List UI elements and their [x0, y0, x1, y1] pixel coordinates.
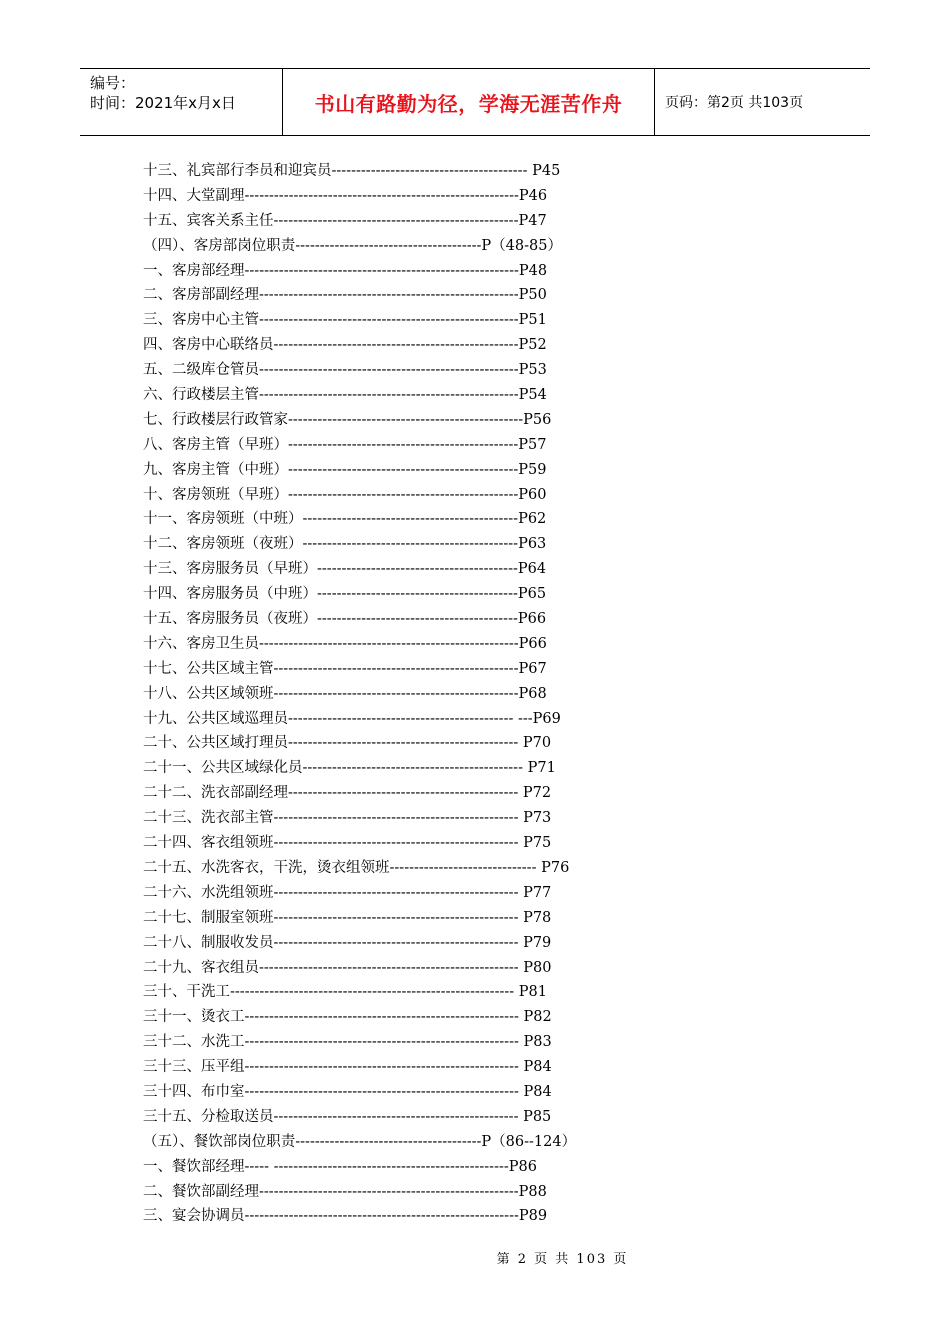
toc-entry: 七、行政楼层行政管家------------------------------------------------P56	[143, 411, 552, 428]
header-meta	[80, 69, 282, 135]
table-of-contents	[143, 159, 623, 1229]
toc-entry: 六、行政楼层主管-----------------------------------------------------P54	[143, 387, 547, 404]
toc-entry: 十七、公共区域主管--------------------------------------------------P67	[143, 660, 547, 677]
toc-entry: 十五、客房服务员（夜班）-----------------------------------------P66	[143, 611, 547, 628]
toc-entry: 三十五、分检取送员-------------------------------------------------- P85	[143, 1108, 552, 1125]
toc-entry: 二十七、制服室领班-------------------------------------------------- P78	[143, 909, 552, 926]
toc-entry: （四）、客房部岗位职责--------------------------------------P（48-85）	[143, 237, 562, 254]
footer-page-number: 第 2 页 共 103 页	[496, 1252, 629, 1267]
toc-entry: 十四、客房服务员（中班）-----------------------------------------P65	[143, 586, 547, 603]
toc-entry: 三、客房中心主管-----------------------------------------------------P51	[143, 312, 547, 329]
toc-entry: 三十、干洗工---------------------------------------------------------- P81	[143, 984, 547, 1001]
document-number-label: 编号：	[90, 74, 136, 92]
header-page-info: 页码：第2页 共103页	[665, 95, 804, 111]
header-motto: 书山有路勤为径，学海无涯苦作舟	[314, 91, 623, 116]
toc-entry: 二十四、客衣组领班-------------------------------------------------- P75	[143, 835, 552, 852]
document-time-label: 时间：2021年x月x日	[90, 94, 236, 112]
toc-entry: 三十三、压平组-------------------------------------------------------- P84	[143, 1059, 552, 1076]
toc-entry: 十一、客房领班（中班）--------------------------------------------P62	[143, 511, 547, 528]
toc-entry: （五）、餐饮部岗位职责--------------------------------------P（86--124）	[143, 1133, 577, 1150]
toc-entry: 四、客房中心联络员--------------------------------------------------P52	[143, 337, 547, 354]
toc-entry: 九、客房主管（中班）-----------------------------------------------P59	[143, 461, 547, 478]
page-footer	[0, 1248, 950, 1267]
toc-entry: 十二、客房领班（夜班）--------------------------------------------P63	[143, 536, 547, 553]
toc-entry: 八、客房主管（早班）-----------------------------------------------P57	[143, 436, 547, 453]
toc-entry: 二十六、水洗组领班-------------------------------------------------- P77	[143, 884, 552, 901]
toc-entry: 五、二级库仓管员-----------------------------------------------------P53	[143, 362, 547, 379]
toc-entry: 一、餐饮部经理----- ------------------------------------------------P86	[143, 1158, 537, 1175]
toc-entry: 十三、客房服务员（早班）-----------------------------------------P64	[143, 561, 547, 578]
toc-entry: 二十、公共区域打理员----------------------------------------------- P70	[143, 735, 552, 752]
toc-entry: 十四、大堂副理--------------------------------------------------------P46	[143, 187, 548, 204]
toc-entry: 二十九、客衣组员----------------------------------------------------- P80	[143, 959, 552, 976]
toc-entry: 十八、公共区域领班--------------------------------------------------P68	[143, 685, 547, 702]
toc-entry: 二十三、洗衣部主管-------------------------------------------------- P73	[143, 810, 552, 827]
toc-entry: 三十一、烫衣工-------------------------------------------------------- P82	[143, 1009, 552, 1026]
toc-entry: 二、客房部副经理-----------------------------------------------------P50	[143, 287, 547, 304]
toc-entry: 二十五、水洗客衣，干洗，烫衣组领班------------------------------ P76	[143, 859, 570, 876]
toc-entry: 十六、客房卫生员-----------------------------------------------------P66	[143, 635, 547, 652]
toc-entry: 十三、礼宾部行李员和迎宾员---------------------------------------- P45	[143, 163, 561, 179]
toc-entry: 二十二、洗衣部副经理----------------------------------------------- P72	[143, 785, 552, 802]
toc-entry: 三十四、布巾室-------------------------------------------------------- P84	[143, 1083, 552, 1100]
toc-entry: 二、餐饮部副经理-----------------------------------------------------P88	[143, 1183, 547, 1200]
toc-entry: 一、客房部经理--------------------------------------------------------P48	[143, 262, 548, 279]
toc-entry: 二十一、公共区域绿化员--------------------------------------------- P71	[143, 760, 556, 777]
header-motto-cell	[282, 69, 655, 135]
toc-entry: 十、客房领班（早班）-----------------------------------------------P60	[143, 486, 547, 503]
toc-entry: 三、宴会协调员--------------------------------------------------------P89	[143, 1208, 548, 1225]
toc-entry: 三十二、水洗工-------------------------------------------------------- P83	[143, 1034, 552, 1051]
toc-entry: 二十八、制服收发员-------------------------------------------------- P79	[143, 934, 552, 951]
page-header	[80, 68, 870, 136]
toc-entry: 十五、宾客关系主任--------------------------------------------------P47	[143, 212, 547, 229]
toc-entry: 十九、公共区域巡理员---------------------------------------------- ---P69	[143, 710, 561, 727]
